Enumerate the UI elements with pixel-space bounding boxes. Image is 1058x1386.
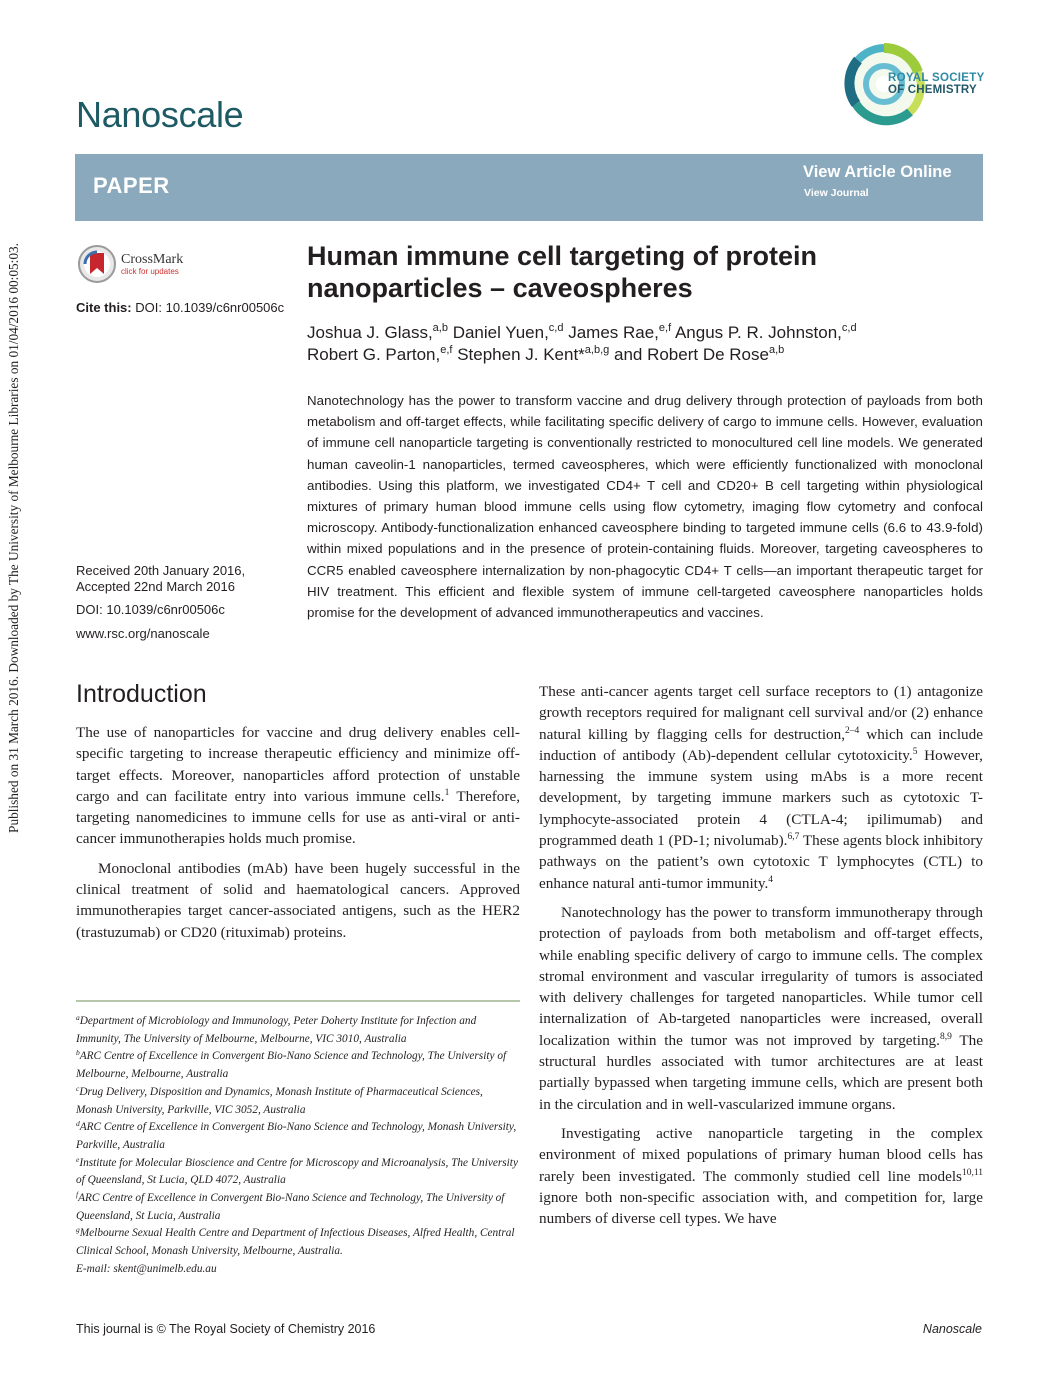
rsc-wordmark-line1: ROYAL SOCIETY [888,72,985,84]
body-paragraph: These anti-cancer agents target cell surface receptors to (1) antagonize growth receptors required for malignant cell survival and/or (2) enhance natural killing by flagging cells for destruction,$^{2-4}$ which can include induction of antibody (Ab)-dependent cellular cytotoxicity.$^5$ However, harnessing the immune system using mAbs is a more recent development, by targeting immune markers such as cytotoxic T-lymphocyte-associated protein 4 (CTLA-4; ipilimumab) and programmed death 1 (PD-1; nivolumab).$^{6,7}$ These agents block inhibitory pathways on the patient’s own cytotoxic T lymphocytes (CTL) to enhance natural anti-tumor immunity.$^4$ [539,683,983,892]
view-journal-link[interactable]: View Journal [804,187,869,199]
footer-copyright: This journal is © The Royal Society of Chemistry 2016 [76,1322,376,1336]
author-list [307,322,967,366]
body-column-left [76,722,520,943]
section-heading-introduction: Introduction [76,680,207,708]
journal-name: Nanoscale [76,94,244,135]
author-name: Robert G. Parton, [307,345,441,364]
accepted-date: Accepted 22nd March 2016 [76,578,235,594]
body-paragraph: Investigating active nanoparticle targeting in the complex environment of mixed populations of primary human blood cells has rarely been investigated. The commonly studied cell line models$^{10,11}$ ignore both non-specific association with, and competition for, large numbers of diverse cell types. We have [539,1124,983,1228]
article-type-banner [75,154,983,221]
author-affiliation: a,b [432,322,448,334]
cite-doi: DOI: 10.1039/c6nr00506c [135,300,285,315]
footnote-item: $^d$ARC Centre of Excellence in Convergent Bio-Nano Science and Technology, Monash University, Parkville, Australia [76,1119,517,1151]
article-title [307,240,947,304]
body-column-right [539,681,983,1229]
author-affiliation: c,d [548,322,564,334]
journal-url-link[interactable]: www.rsc.org/nanoscale [76,625,210,641]
view-article-online-link[interactable]: View Article Online [803,163,952,181]
article-type-label: PAPER [93,173,170,198]
citation-ref[interactable]: 1 [444,787,450,798]
footnote-divider [76,1000,520,1002]
article-title-line: Human immune cell targeting of protein [307,241,818,271]
crossmark-icon [77,244,117,284]
publication-stamp-text: Published on 31 March 2016. Downloaded by The University of Melbourne Libraries on 01/04/2016 00:05:03. [6,243,21,833]
crossmark-badge[interactable] [77,244,183,284]
citation-ref[interactable]: 5 [912,746,918,757]
author-affiliation: a,b [768,344,785,356]
rsc-wordmark-line2: OF CHEMISTRY [888,84,977,96]
received-date: Received 20th January 2016, [76,563,246,578]
citation-ref[interactable]: 6,7 [787,832,800,843]
author-line [307,322,967,344]
cite-label: Cite this: [76,300,132,315]
publication-stamp [4,218,24,858]
footer-journal-name: Nanoscale [922,1322,982,1336]
article-doi: DOI: 10.1039/c6nr00506c [76,602,225,618]
footnote-item: $^f$ARC Centre of Excellence in Convergent Bio-Nano Science and Technology, The University of Queensland, St Lucia, Australia [76,1190,505,1222]
corresponding-email[interactable]: E-mail: skent@unimelb.edu.au [76,1262,217,1275]
body-paragraph: Monoclonal antibodies (mAb) have been hugely successful in the clinical treatment of solid and haematological cancers. Approved immunotherapies target cancer-associated antigens, such as the HER2 (trastuzumab) or CD20 (rituximab) proteins. [76,859,520,941]
author-name: James Rae, [563,323,659,342]
citation-ref[interactable]: 10,11 [961,1167,983,1178]
affiliation-footnotes [76,1013,522,1279]
citation-ref[interactable]: 2–4 [845,725,860,736]
abstract: Nanotechnology has the power to transform vaccine and drug delivery through protection of payloads from both metabolism and off-target effects, while facilitating specific delivery of cargo to immune cells. However, evaluation of immune cell nanoparticle targeting is conventionally restricted to monocultured cell line models. We generated human caveolin-1 nanoparticles, termed caveospheres, which were efficiently functionalized with monoclonal antibodies. Using this platform, we investigated CD4+ T cell and CD20+ B cell targeting within physiological mixtures of primary human blood immune cells using flow cytometry, imaging flow cytometry and confocal microscopy. Antibody-functionalization enhanced caveosphere binding to targeted immune cells (6.6 to 43.9-fold) within mixed populations and in the presence of protein-containing fluids. Moreover, targeting caveospheres to CCR5 enabled caveosphere internalization by non-phagocytic CD4+ T cells—an important therapeutic target for HIV treatment. This efficient and flexible system of immune cell-targeted caveosphere nanoparticles holds promise for the development of advanced immunotherapeutics and vaccines. [307,393,983,621]
author-name: Angus P. R. Johnston, [671,323,842,342]
citation-ref[interactable]: 4 [768,874,774,885]
crossmark-subtitle: click for updates [121,267,179,276]
footnote-item: $^e$Institute for Molecular Bioscience and Centre for Microscopy and Microanalysis, The University of Queensland, St Lucia, QLD 4072, Australia [76,1154,518,1187]
author-name: Daniel Yuen, [447,323,549,342]
author-name: Stephen J. Kent* [452,345,585,364]
footnote-item: $^c$Drug Delivery, Disposition and Dynamics, Monash Institute of Pharmaceutical Sciences, Monash University, Parkville, VIC 3052, Australia [76,1083,483,1116]
author-name: and Robert De Rose [609,345,769,364]
body-paragraph: Nanotechnology has the power to transform immunotherapy through protection of payloads from both metabolism and off-target effects, while enabling specific delivery of cargo to immune cells. The complex stromal environment and vascular irregularity of tumors is associated with delivery challenges for targeted nanoparticles. While tumor cell internalization of Ab-targeted nanoparticles were increased, overall localization within the tumor was not improved by targeting.$^{8,9}$ The structural hurdles associated with tumor architectures are at least partially bypassed when targeting immune cells, which are present both in the circulation and in well-vascularized immune organs. [539,903,983,1113]
author-affiliation: a,b,g [584,344,610,356]
article-metadata [76,563,245,641]
footnote-item: $^b$ARC Centre of Excellence in Convergent Bio-Nano Science and Technology, The University of Melbourne, Melbourne, Australia [76,1048,507,1081]
article-title-line: nanoparticles – caveospheres [307,273,693,303]
crossmark-title: CrossMark [121,252,184,267]
footnote-item: $^g$Melbourne Sexual Health Centre and Department of Infectious Diseases, Alfred Health, Central Clinical School, Monash University, Melbourne, Australia. [76,1225,515,1258]
author-line [307,344,967,366]
citation-ref[interactable]: 8,9 [939,1031,952,1042]
footnote-item: $^a$Department of Microbiology and Immunology, Peter Doherty Institute for Infection and Immunity, The University of Melbourne, Melbourne, VIC 3010, Australia [76,1013,477,1045]
rsc-wordmark [888,72,985,96]
author-affiliation: e,f [440,344,453,356]
body-paragraph: The use of nanoparticles for vaccine and drug delivery enables cell-specific targeting to increase therapeutic efficiency and minimize off-target effects. Moreover, nanoparticles afford protection of unstable cargo and can facilitate entry into various immune cells.$^1$ Therefore, targeting nanomedicines to immune cells for use as anti-viral or anti-cancer immunotherapies holds much promise. [76,724,520,848]
cite-this [76,300,284,315]
author-affiliation: c,d [841,322,857,334]
author-affiliation: e,f [658,322,672,334]
author-name: Joshua J. Glass, [307,323,433,342]
